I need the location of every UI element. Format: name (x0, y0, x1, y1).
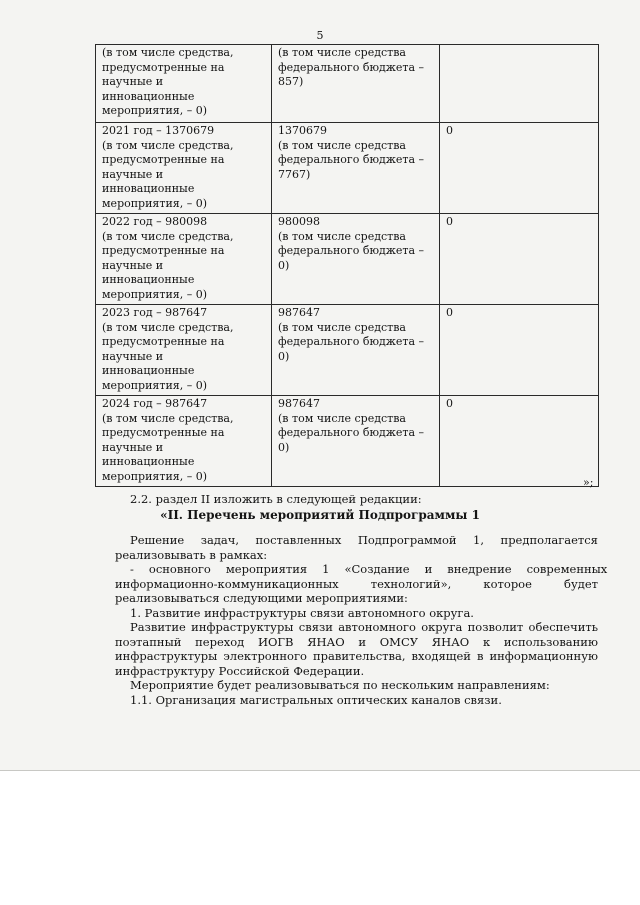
word: которое (483, 576, 532, 591)
cell-line: 0) (278, 258, 290, 272)
table-cell (96, 396, 272, 487)
cell-line: 987647 (278, 397, 320, 410)
list-item-1-1: 1.1. Организация магистральных оптических каналов связи. (130, 692, 502, 707)
table-cell (272, 396, 440, 487)
cell-line: предусмотренные на (102, 335, 225, 348)
cell-line: (в том числе средства, (102, 320, 234, 334)
table-cell (272, 123, 440, 214)
cell-line: предусмотренные на (102, 244, 225, 257)
list-item-1: 1. Развитие инфраструктуры связи автономного округа. (130, 605, 474, 620)
section-body (115, 533, 608, 707)
cell-line: 0 (446, 215, 453, 228)
cell-line: инновационные (102, 455, 195, 468)
cell-line: 0 (446, 306, 453, 319)
cell-line: мероприятия, – 0) (102, 196, 208, 210)
paragraph-infrastructure: Развитие инфраструктуры связи автономного округа позволит обеспечить поэтапный переход ИОГВ ЯНАО и ОМСУ ЯНАО к использованию инфраструктуры электронного правительства, входящей в информационную инфраструктуру Российской Федерации. (115, 620, 598, 678)
cell-line: 0 (446, 397, 453, 410)
table-cell (272, 45, 440, 123)
word: мероприятия (225, 562, 308, 576)
cell-line: федерального бюджета – (278, 426, 425, 439)
cell-line: (в том числе средства (278, 138, 406, 152)
table-cell (440, 45, 599, 123)
word: основного (148, 562, 211, 576)
cell-line: инновационные (102, 364, 195, 377)
cell-line: предусмотренные на (102, 60, 225, 74)
cell-line: 980098 (278, 215, 320, 228)
cell-line: мероприятия, – 0) (102, 104, 208, 117)
cell-line: (в том числе средства (278, 320, 406, 334)
word: «Создание (344, 562, 410, 576)
word: технологий», (370, 576, 452, 591)
table-cell (272, 214, 440, 305)
cell-line: научные и (102, 75, 164, 88)
table-cell (440, 123, 599, 214)
cell-line: 7767) (278, 167, 311, 181)
funding-table (95, 44, 599, 487)
paragraph-intro (115, 533, 598, 548)
table-row (96, 305, 599, 396)
table-cell (96, 123, 272, 214)
closing-quote-mark: »; (583, 476, 594, 489)
cell-line: инновационные (102, 273, 195, 286)
table-cell (440, 396, 599, 487)
cell-line: научные и (102, 349, 164, 363)
cell-line: мероприятия, – 0) (102, 378, 208, 392)
cell-line: 857) (278, 75, 304, 88)
cell-line: предусмотренные на (102, 153, 225, 166)
cell-line: 0) (278, 440, 290, 454)
cell-line: 987647 (278, 306, 320, 319)
word: 1, (473, 533, 485, 547)
blank-background (0, 771, 640, 905)
paragraph-intro-end: реализовывать в рамках: (115, 547, 268, 562)
word: внедрение (447, 562, 512, 576)
cell-line: федерального бюджета – (278, 244, 425, 257)
cell-line: научные и (102, 258, 164, 272)
cell-line: 1370679 (278, 124, 327, 137)
table-cell (440, 214, 599, 305)
cell-line: мероприятия, – 0) (102, 287, 208, 301)
cell-line: 2022 год – 980098 (102, 215, 208, 228)
cell-line: инновационные (102, 89, 195, 103)
word: Подпрограммой (357, 533, 457, 547)
section-heading: «II. Перечень мероприятий Подпрограммы 1 (160, 508, 480, 522)
word: Решение (130, 533, 185, 547)
word: - (130, 562, 134, 576)
table-row (96, 214, 599, 305)
cell-line: (в том числе средства (278, 411, 406, 425)
table-row (96, 45, 599, 123)
table-cell (96, 45, 272, 123)
cell-line: федерального бюджета – (278, 153, 425, 166)
cell-line: (в том числе средства, (102, 229, 234, 243)
cell-line: (в том числе средства, (102, 411, 234, 425)
cell-line: 2021 год – 1370679 (102, 124, 215, 137)
cell-line: федерального бюджета – (278, 60, 425, 74)
word: 1 (322, 562, 330, 576)
word: будет (564, 576, 598, 591)
cell-line: (в том числе средства, (102, 46, 234, 59)
cell-line: (в том числе средства (278, 229, 406, 243)
cell-line: (в том числе средства (278, 46, 406, 59)
cell-line: предусмотренные на (102, 426, 225, 439)
cell-line: 2023 год – 987647 (102, 306, 208, 319)
cell-line: (в том числе средства, (102, 138, 234, 152)
cell-line: научные и (102, 167, 164, 181)
cell-line: 0 (446, 124, 453, 137)
word: и (424, 562, 433, 576)
word: предполагается (500, 533, 598, 547)
paragraph-directions: Мероприятие будет реализовываться по нескольким направлениям: (130, 678, 550, 692)
word: задач, (200, 533, 240, 547)
main-activity-end: реализовываться следующими мероприятиями: (115, 591, 408, 605)
table-cell (272, 305, 440, 396)
cell-line: федерального бюджета – (278, 335, 425, 348)
word: поставленных (255, 533, 342, 547)
cell-line: мероприятия, – 0) (102, 469, 208, 483)
main-activity-line-2 (115, 577, 598, 592)
cell-line: 0) (278, 349, 290, 363)
cell-line: инновационные (102, 182, 195, 195)
table-row (96, 123, 599, 214)
cell-line: 2024 год – 987647 (102, 397, 208, 410)
table-row (96, 396, 599, 487)
table-cell (96, 214, 272, 305)
amendment-note: 2.2. раздел II изложить в следующей редакции: (130, 492, 422, 506)
word: современных (526, 562, 608, 576)
cell-line: научные и (102, 440, 164, 454)
table-cell (96, 305, 272, 396)
table-cell (440, 305, 599, 396)
main-activity-line (115, 562, 608, 577)
word: информационно-коммуникационных (115, 576, 339, 591)
page-number: 5 (316, 29, 324, 42)
